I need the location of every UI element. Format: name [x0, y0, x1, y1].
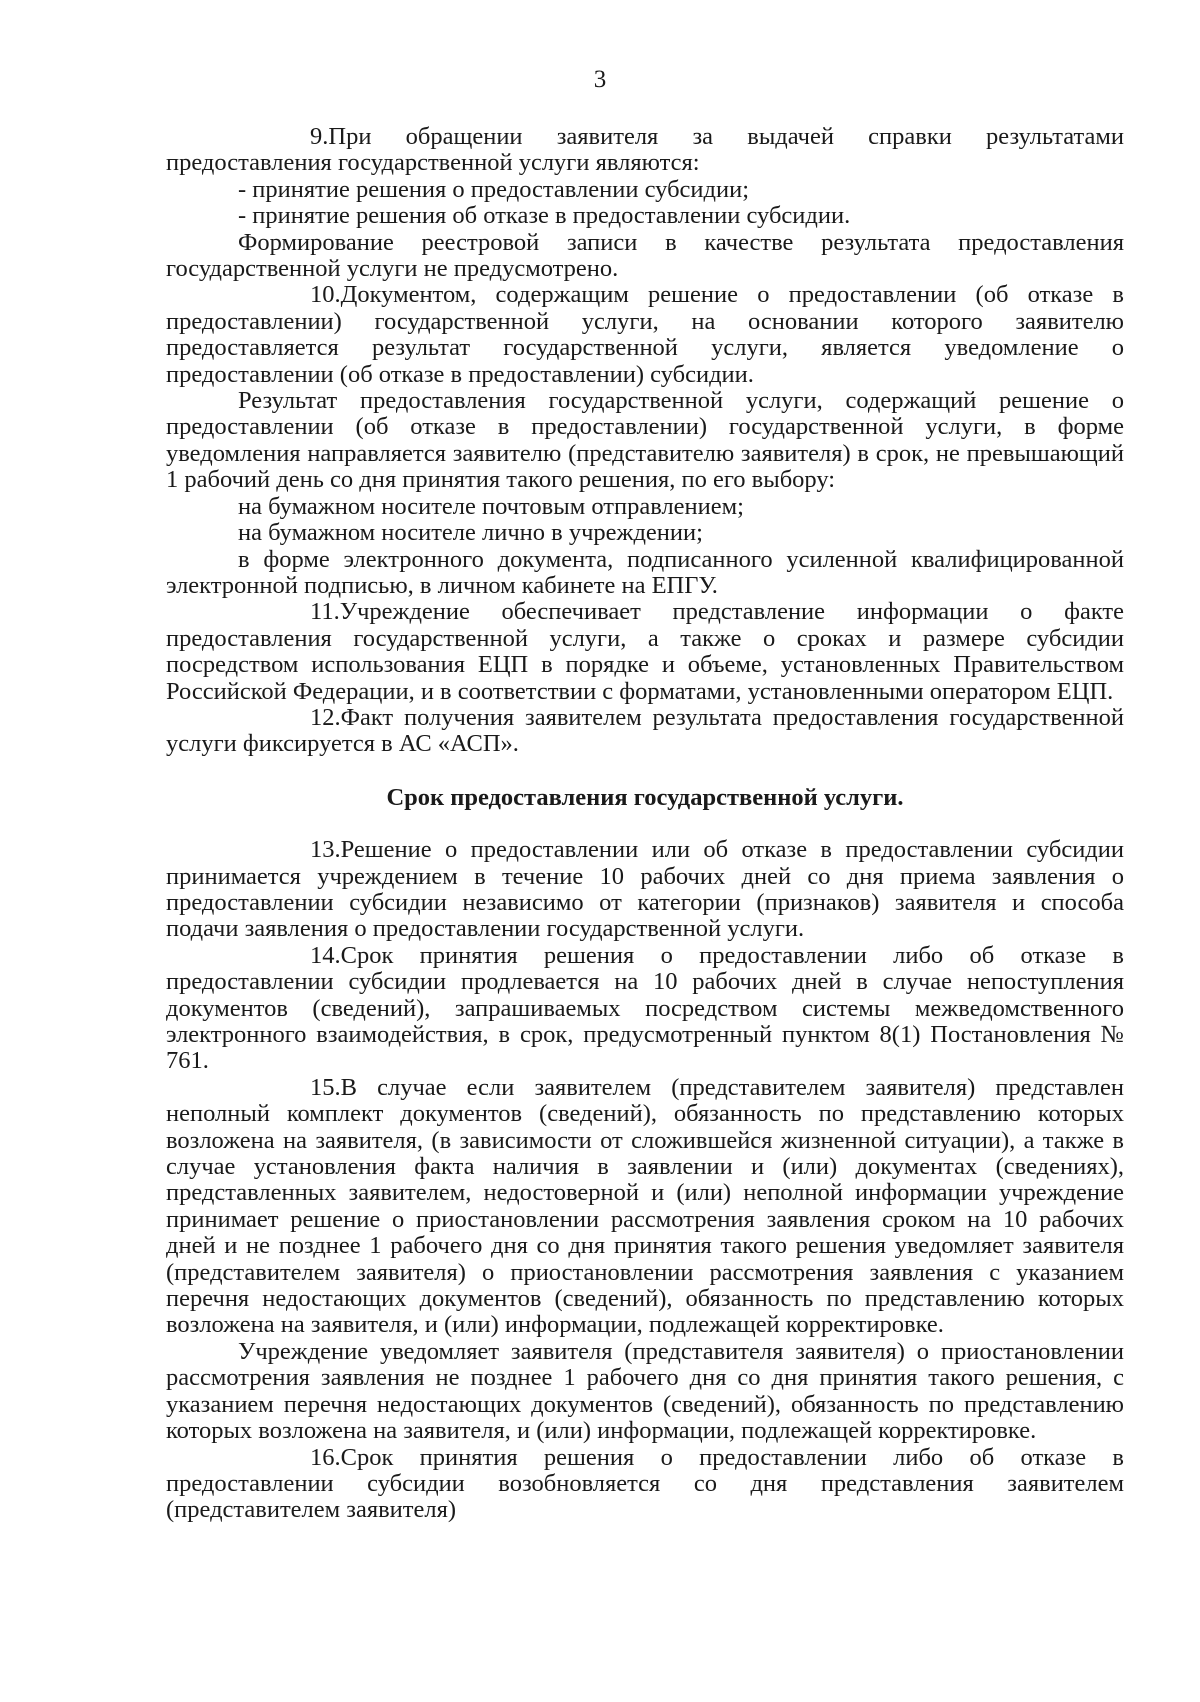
paragraph-text: Документом, содержащим решение о предоставлении (об отказе в предоставлении) государственной услуги, на основании которого заявителю предоставляется результат государственной услуги, является уведомление о предоставлении (об отказе в предоставлении) субсидии.: [166, 281, 1124, 388]
paragraph-text: Учреждение уведомляет заявителя (представителя заявителя) о приостановлении рассмотрения заявления не позднее 1 рабочего дня со дня принятия такого решения, с указанием перечня недостающих документов (сведений), обязанность по представлению которых возложена на заявителя, и (или) информации, подлежащей корректировке.: [166, 1337, 1124, 1445]
paragraph-number: 11.: [310, 598, 340, 626]
paragraph-number: 9.: [310, 123, 329, 150]
paragraph-text: Формирование реестровой записи в качестве результата предоставления государственной услуги не предусмотрено.: [166, 228, 1124, 283]
paragraph-text: В случае если заявителем (представителем заявителя) представлен неполный комплект документов (сведений), обязанность по представлению которых возложена на заявителя, (в зависимости от сложившейся жизненной ситуации), а также в случае установления факта наличия в заявлении и (или) документах (сведениях), представленных заявителем, недостоверной и (или) неполной информации учреждение принимает решение о приостановлении рассмотрения заявления сроком на 10 рабочих дней и не позднее 1 рабочего дня со дня принятия такого решения уведомляет заявителя (представителем заявителя) о приостановлении рассмотрения заявления с указанием перечня недостающих документов (сведений), обязанность по представлению которых возложена на заявителя, и (или) информации, подлежащей корректировке.: [166, 1073, 1124, 1339]
paragraph-number: 16.: [310, 1443, 341, 1471]
paragraph-text: Решение о предоставлении или об отказе в предоставлении субсидии принимается учреждением в течение 10 рабочих дней со дня приема заявления о предоставлении субсидии независимо от категории (признаков) заявителя и способа подачи заявления о предоставлении государственной услуги.: [166, 836, 1124, 943]
numbered-paragraph: [166, 1075, 1124, 1339]
paragraph-number: 14.: [310, 941, 341, 969]
section-results: [166, 124, 1124, 758]
paragraph: [166, 388, 1124, 494]
paragraph-text: Факт получения заявителем результата предоставления государственной услуги фиксируется в АС «АСП».: [166, 703, 1124, 758]
paragraph-text: на бумажном носителе почтовым отправлением;: [238, 492, 744, 520]
paragraph: [166, 203, 1124, 229]
paragraph-number: 12.: [310, 703, 341, 731]
paragraph-number: 13.: [310, 836, 341, 864]
paragraph-text: Результат предоставления государственной услуги, содержащий решение о предоставлении (об отказе в предоставлении) государственной услуги, в форме уведомления направляется заявителю (представителю заявителя) в срок, не превышающий 1 рабочий день со дня принятия такого решения, по его выбору:: [166, 387, 1124, 494]
numbered-paragraph: [166, 124, 1124, 177]
paragraph-number: 10.: [310, 281, 341, 309]
section-heading: Срок предоставления государственной услуги.: [386, 783, 904, 811]
paragraph-text: При обращении заявителя за выдачей справки результатами предоставления государственной услуги являются:: [166, 123, 1124, 177]
paragraph: [166, 230, 1124, 283]
paragraph-text: Срок принятия решения о предоставлении либо об отказе в предоставлении субсидии возобновляется со дня представления заявителем (представителем заявителя): [166, 1443, 1124, 1524]
paragraph-text: Учреждение обеспечивает представление информации о факте предоставления государственной услуги, а также о сроках и размере субсидии посредством использования ЕЦП в порядке и объеме, установленных Правительством Российской Федерации, и в соответствии с форматами, установленными оператором ЕЦП.: [166, 598, 1124, 705]
numbered-paragraph: [166, 837, 1124, 943]
document-body: [166, 124, 1124, 1524]
paragraph: [166, 547, 1124, 600]
paragraph: [166, 177, 1124, 203]
numbered-paragraph: [166, 943, 1124, 1075]
numbered-paragraph: [166, 705, 1124, 758]
paragraph: [166, 1339, 1124, 1445]
paragraph-text: на бумажном носителе лично в учреждении;: [238, 519, 703, 547]
paragraph-text: в форме электронного документа, подписанного усиленной квалифицированной электронной подписью, в личном кабинете на ЕПГУ.: [166, 545, 1124, 599]
paragraph-text: - принятие решения об отказе в предоставлении субсидии.: [238, 202, 851, 230]
page-number: 3: [593, 66, 607, 93]
numbered-paragraph: [166, 1445, 1124, 1524]
paragraph-number: 15.: [310, 1073, 341, 1101]
numbered-paragraph: [166, 599, 1124, 705]
paragraph-text: - принятие решения о предоставлении субсидии;: [238, 175, 750, 203]
paragraph-text: Срок принятия решения о предоставлении либо об отказе в предоставлении субсидии продлевается на 10 рабочих дней в случае непоступления документов (сведений), запрашиваемых посредством системы межведомственного электронного взаимодействия, в срок, предусмотренный пунктом 8(1) Постановления № 761.: [166, 941, 1124, 1075]
paragraph: [166, 494, 1124, 520]
numbered-paragraph: [166, 282, 1124, 388]
section-deadline: [166, 837, 1124, 1524]
paragraph: [166, 520, 1124, 546]
